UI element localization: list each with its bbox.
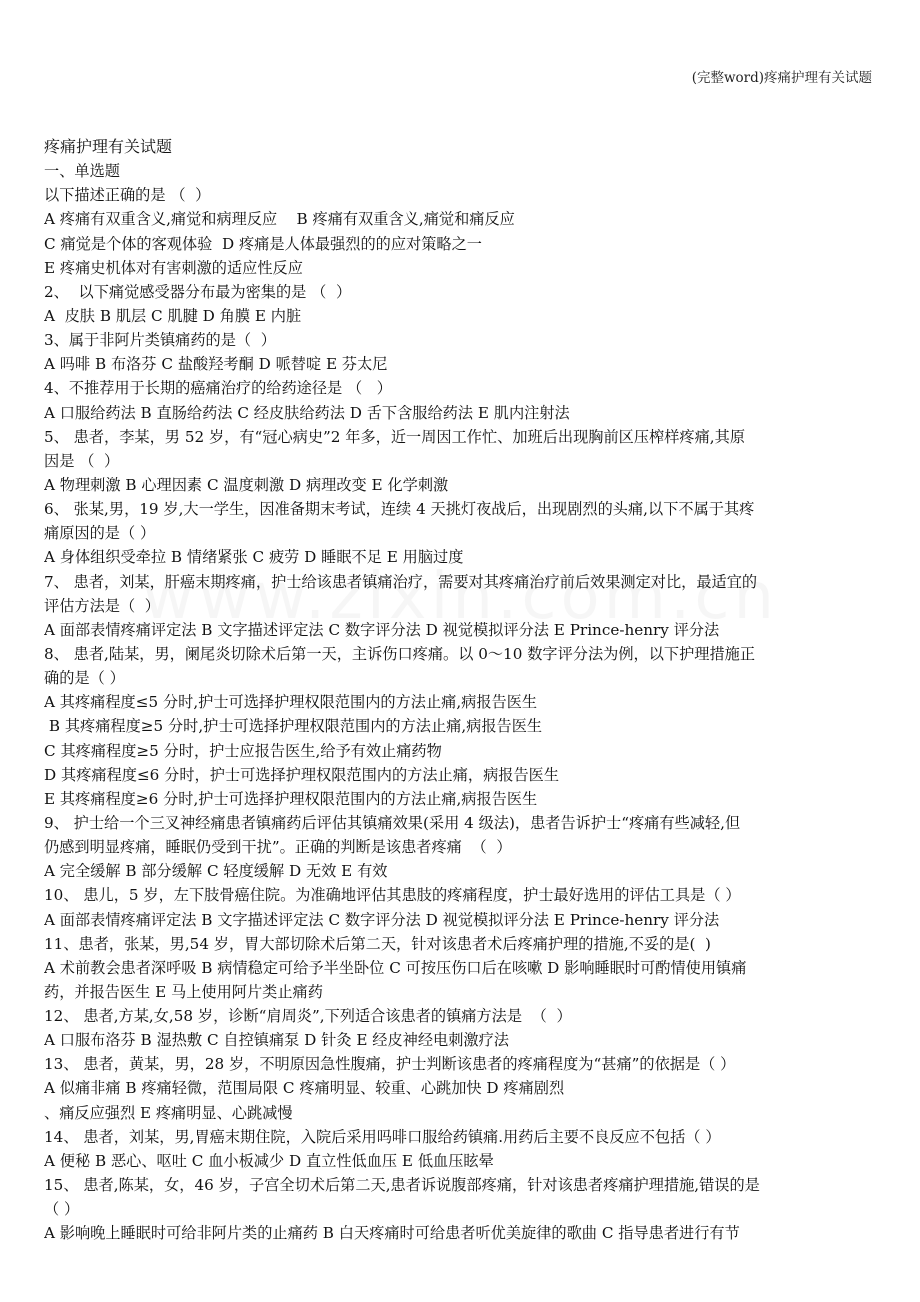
text-line: 6、 张某,男，19 岁,大一学生，因准备期末考试，连续 4 天挑灯夜战后，出现剧烈的头痛,以下不属于其疼 [44, 500, 755, 519]
text-line: 痛原因的是（ ） [44, 524, 156, 543]
text-line: 3、属于非阿片类镇痛药的是（ ） [44, 331, 276, 350]
text-line: A 似痛非痛 B 疼痛轻微，范围局限 C 疼痛明显、较重、心跳加快 D 疼痛剧烈 [44, 1079, 565, 1098]
text-line: A 口服布洛芬 B 湿热敷 C 自控镇痛泵 D 针灸 E 经皮神经电刺激疗法 [44, 1031, 509, 1050]
text-line: 仍感到明显疼痛，睡眠仍受到干扰”。正确的判断是该患者疼痛 （ ） [44, 838, 512, 857]
text-line: 8、 患者,陆某，男，阑尾炎切除术后第一天，主诉伤口疼痛。以 0～10 数字评分法为例，以下护理措施正 [44, 644, 756, 663]
text-line: 10、 患儿，5 岁，左下肢骨癌住院。为准确地评估其患肢的疼痛程度，护士最好选用的评估工具是（ ） [44, 886, 741, 905]
text-line: C 痛觉是个体的客观体验 D 疼痛是人体最强烈的的应对策略之一 [44, 234, 482, 253]
text-line: 12、 患者,方某,女,58 岁，诊断“肩周炎”,下列适合该患者的镇痛方法是 （ ） [44, 1007, 572, 1026]
document-title: 疼痛护理有关试题 [44, 137, 173, 156]
text-line: 15、 患者,陈某，女，46 岁，子宫全切术后第二天,患者诉说腹部疼痛，针对该患者疼痛护理措施,错误的是 [44, 1176, 760, 1195]
text-line: A 便秘 B 恶心、呕吐 C 血小板减少 D 直立性低血压 E 低血压眩晕 [44, 1151, 494, 1170]
text-line: A 身体组织受牵拉 B 情绪紧张 C 疲劳 D 睡眠不足 E 用脑过度 [44, 548, 464, 567]
text-line: E 疼痛史机体对有害刺激的适应性反应 [44, 258, 303, 277]
text-line: 13、 患者，黄某，男，28 岁，不明原因急性腹痛，护士判断该患者的疼痛程度为“甚痛”的依据是（ ） [44, 1055, 736, 1074]
text-line: C 其疼痛程度≥5 分时，护士应报告医生,给予有效止痛药物 [44, 741, 442, 760]
text-line: 7、 患者，刘某，肝癌末期疼痛，护士给该患者镇痛治疗，需要对其疼痛治疗前后效果测定对比，最适宜的 [44, 572, 758, 591]
text-line: 、痛反应强烈 E 疼痛明显、心跳减慢 [44, 1103, 293, 1122]
text-line: D 其疼痛程度≤6 分时，护士可选择护理权限范围内的方法止痛，病报告医生 [44, 765, 560, 784]
text-line: 11、患者，张某，男,54 岁，胃大部切除术后第二天，针对该患者术后疼痛护理的措施,不妥的是( ) [44, 934, 711, 953]
text-line: 确的是（ ） [44, 669, 125, 688]
text-line: A 影响晚上睡眠时可给非阿片类的止痛药 B 白天疼痛时可给患者听优美旋律的歌曲 C 指导患者进行有节 [44, 1224, 740, 1243]
document-header: (完整word)疼痛护理有关试题 [691, 70, 872, 86]
text-line: 因是 （ ） [44, 451, 120, 470]
text-line: A 术前教会患者深呼吸 B 病情稳定可给予半坐卧位 C 可按压伤口后在咳嗽 D 影响睡眠时可酌情使用镇痛 [44, 958, 747, 977]
text-line: A 皮肤 B 肌层 C 肌腱 D 角膜 E 内脏 [44, 306, 302, 325]
text-line: A 疼痛有双重含义,痛觉和病理反应 B 疼痛有双重含义,痛觉和痛反应 [44, 210, 515, 229]
text-line: 14、 患者，刘某，男,胃癌末期住院，入院后采用吗啡口服给药镇痛.用药后主要不良反应不包括（ ） [44, 1127, 721, 1146]
text-line: E 其疼痛程度≥6 分时,护士可选择护理权限范围内的方法止痛,病报告医生 [44, 789, 538, 808]
text-line: 以下描述正确的是 （ ） [44, 186, 211, 205]
text-line: A 其疼痛程度≤5 分时,护士可选择护理权限范围内的方法止痛,病报告医生 [44, 693, 538, 712]
text-line: 5、 患者，李某，男 52 岁，有“冠心病史”2 年多，近一周因工作忙、加班后出现胸前区压榨样疼痛,其原 [44, 427, 746, 446]
text-line: 2、 以下痛觉感受器分布最为密集的是 （ ） [44, 282, 352, 301]
text-line: A 物理刺激 B 心理因素 C 温度刺激 D 病理改变 E 化学刺激 [44, 475, 449, 494]
text-line: A 口服给药法 B 直肠给药法 C 经皮肤给药法 D 舌下含服给药法 E 肌内注射法 [44, 403, 570, 422]
text-line: A 吗啡 B 布洛芬 C 盐酸羟考酮 D 哌替啶 E 芬太尼 [44, 355, 388, 374]
text-line: 评估方法是（ ） [44, 596, 160, 615]
text-line: 药，并报告医生 E 马上使用阿片类止痛药 [44, 982, 323, 1001]
document-body [44, 135, 878, 1245]
text-line: A 面部表情疼痛评定法 B 文字描述评定法 C 数字评分法 D 视觉模拟评分法 E Prince-henry 评分法 [44, 910, 720, 929]
text-line: 4、不推荐用于长期的癌痛治疗的给药途径是 （ ） [44, 379, 392, 398]
text-line: B 其疼痛程度≥5 分时,护士可选择护理权限范围内的方法止痛,病报告医生 [44, 717, 543, 736]
text-line: A 面部表情疼痛评定法 B 文字描述评定法 C 数字评分法 D 视觉模拟评分法 E Prince-henry 评分法 [44, 620, 720, 639]
section-heading: 一、单选题 [44, 162, 120, 181]
text-line: A 完全缓解 B 部分缓解 C 轻度缓解 D 无效 E 有效 [44, 862, 388, 881]
text-line: 9、 护士给一个三叉神经痛患者镇痛药后评估其镇痛效果(采用 4 级法)，患者告诉护士“疼痛有些减轻,但 [44, 813, 741, 832]
text-line: （ ） [44, 1200, 80, 1219]
